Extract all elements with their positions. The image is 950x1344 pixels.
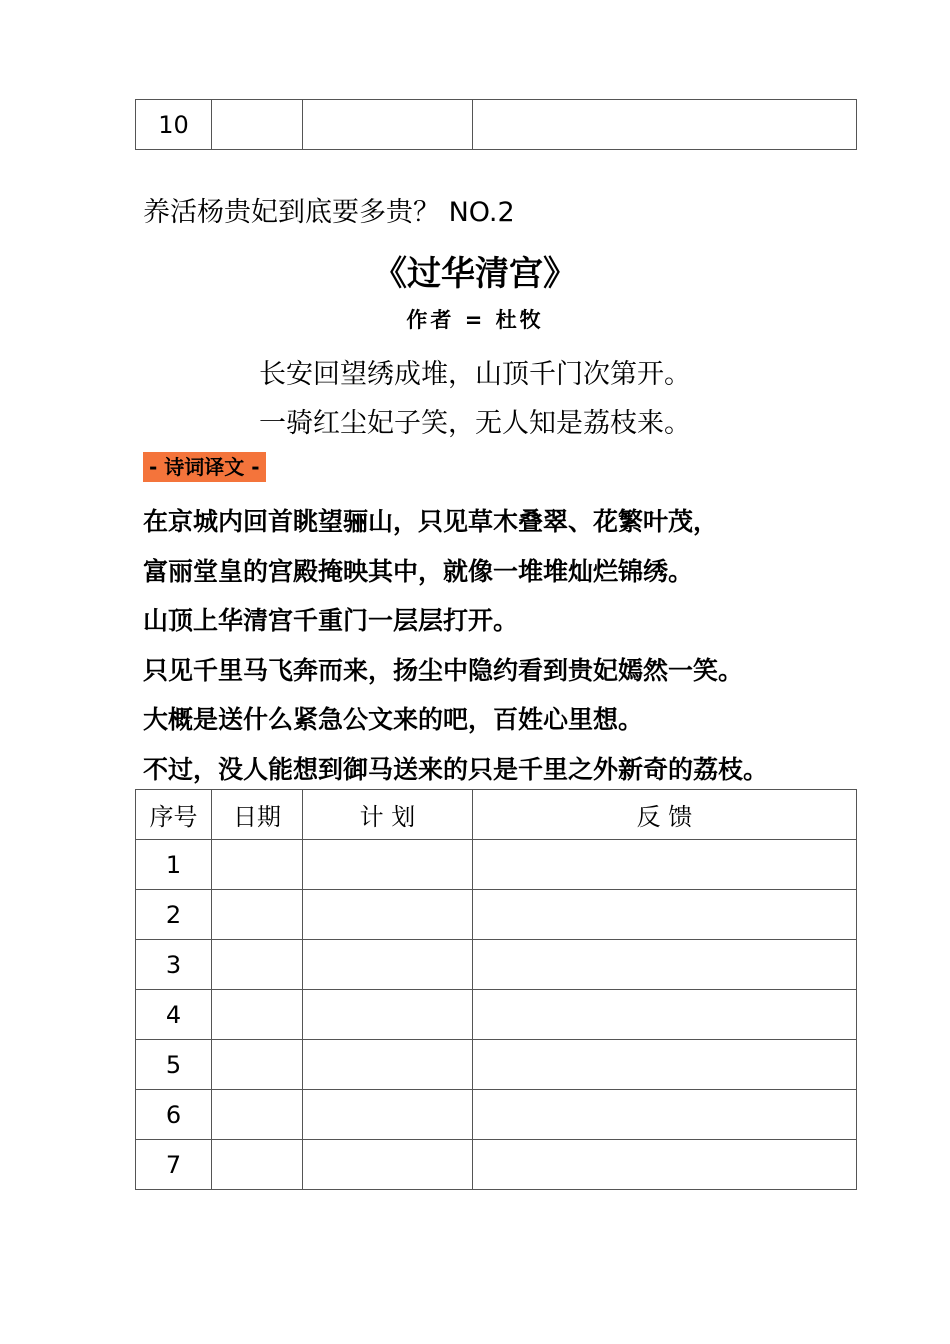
row-number-cell: 6: [136, 1090, 212, 1140]
row-number-cell: 10: [136, 100, 212, 150]
translation-line: 不过，没人能想到御马送来的只是千里之外新奇的荔枝。: [143, 755, 769, 784]
header-index: 序号: [136, 790, 212, 840]
row-number-cell: 5: [136, 1040, 212, 1090]
feedback-cell[interactable]: [473, 100, 857, 150]
header-plan: 计 划: [303, 790, 473, 840]
feedback-cell[interactable]: [473, 940, 857, 990]
translation-line: 富丽堂皇的宫殿掩映其中，就像一堆堆灿烂锦绣。: [143, 557, 694, 586]
translation-line: 在京城内回首眺望骊山，只见草木叠翠、花繁叶茂，: [143, 507, 719, 536]
feedback-cell[interactable]: [473, 1090, 857, 1140]
feedback-cell[interactable]: [473, 890, 857, 940]
row-number-cell: 3: [136, 940, 212, 990]
feedback-cell[interactable]: [473, 840, 857, 890]
feedback-cell[interactable]: [473, 1040, 857, 1090]
table-row: [136, 940, 857, 990]
top-table: [135, 99, 857, 150]
translation-line: 大概是送什么紧急公文来的吧，百姓心里想。: [143, 705, 644, 734]
date-cell[interactable]: [212, 1040, 303, 1090]
date-cell[interactable]: [212, 890, 303, 940]
table-row: [136, 1040, 857, 1090]
row-number-cell: 2: [136, 890, 212, 940]
plan-table: [135, 789, 857, 1190]
date-cell[interactable]: [212, 990, 303, 1040]
translation-line: 山顶上华清宫千重门一层层打开。: [143, 606, 519, 635]
date-cell[interactable]: [212, 1090, 303, 1140]
plan-cell[interactable]: [303, 840, 473, 890]
poem-author: 作者 = 杜牧: [406, 308, 544, 332]
plan-cell[interactable]: [303, 1140, 473, 1190]
row-number-cell: 7: [136, 1140, 212, 1190]
plan-cell[interactable]: [303, 100, 473, 150]
row-number-cell: 1: [136, 840, 212, 890]
plan-cell[interactable]: [303, 990, 473, 1040]
translation-line: 只见千里马飞奔而来，扬尘中隐约看到贵妃嫣然一笑。: [143, 656, 744, 685]
poem-title: 《过华清宫》: [373, 254, 577, 294]
plan-cell[interactable]: [303, 890, 473, 940]
table-row: [136, 890, 857, 940]
plan-cell[interactable]: [303, 1090, 473, 1140]
plan-cell[interactable]: [303, 940, 473, 990]
table-row: [136, 1140, 857, 1190]
table-row: [136, 840, 857, 890]
plan-cell[interactable]: [303, 1040, 473, 1090]
poem-line: 一骑红尘妃子笑，无人知是荔枝来。: [259, 408, 691, 439]
date-cell[interactable]: [212, 940, 303, 990]
date-cell[interactable]: [212, 840, 303, 890]
feedback-cell[interactable]: [473, 1140, 857, 1190]
table-row: [136, 990, 857, 1040]
date-cell[interactable]: [212, 100, 303, 150]
table-row: [136, 100, 857, 150]
date-cell[interactable]: [212, 1140, 303, 1190]
table-row: [136, 1090, 857, 1140]
section-heading: 养活杨贵妃到底要多贵？ NO.2: [143, 197, 515, 228]
header-date: 日期: [212, 790, 303, 840]
poem-line: 长安回望绣成堆，山顶千门次第开。: [259, 359, 691, 390]
feedback-cell[interactable]: [473, 990, 857, 1040]
header-feedback: 反 馈: [473, 790, 857, 840]
translation-tag: - 诗词译文 -: [143, 452, 266, 482]
row-number-cell: 4: [136, 990, 212, 1040]
table-header-row: [136, 790, 857, 840]
